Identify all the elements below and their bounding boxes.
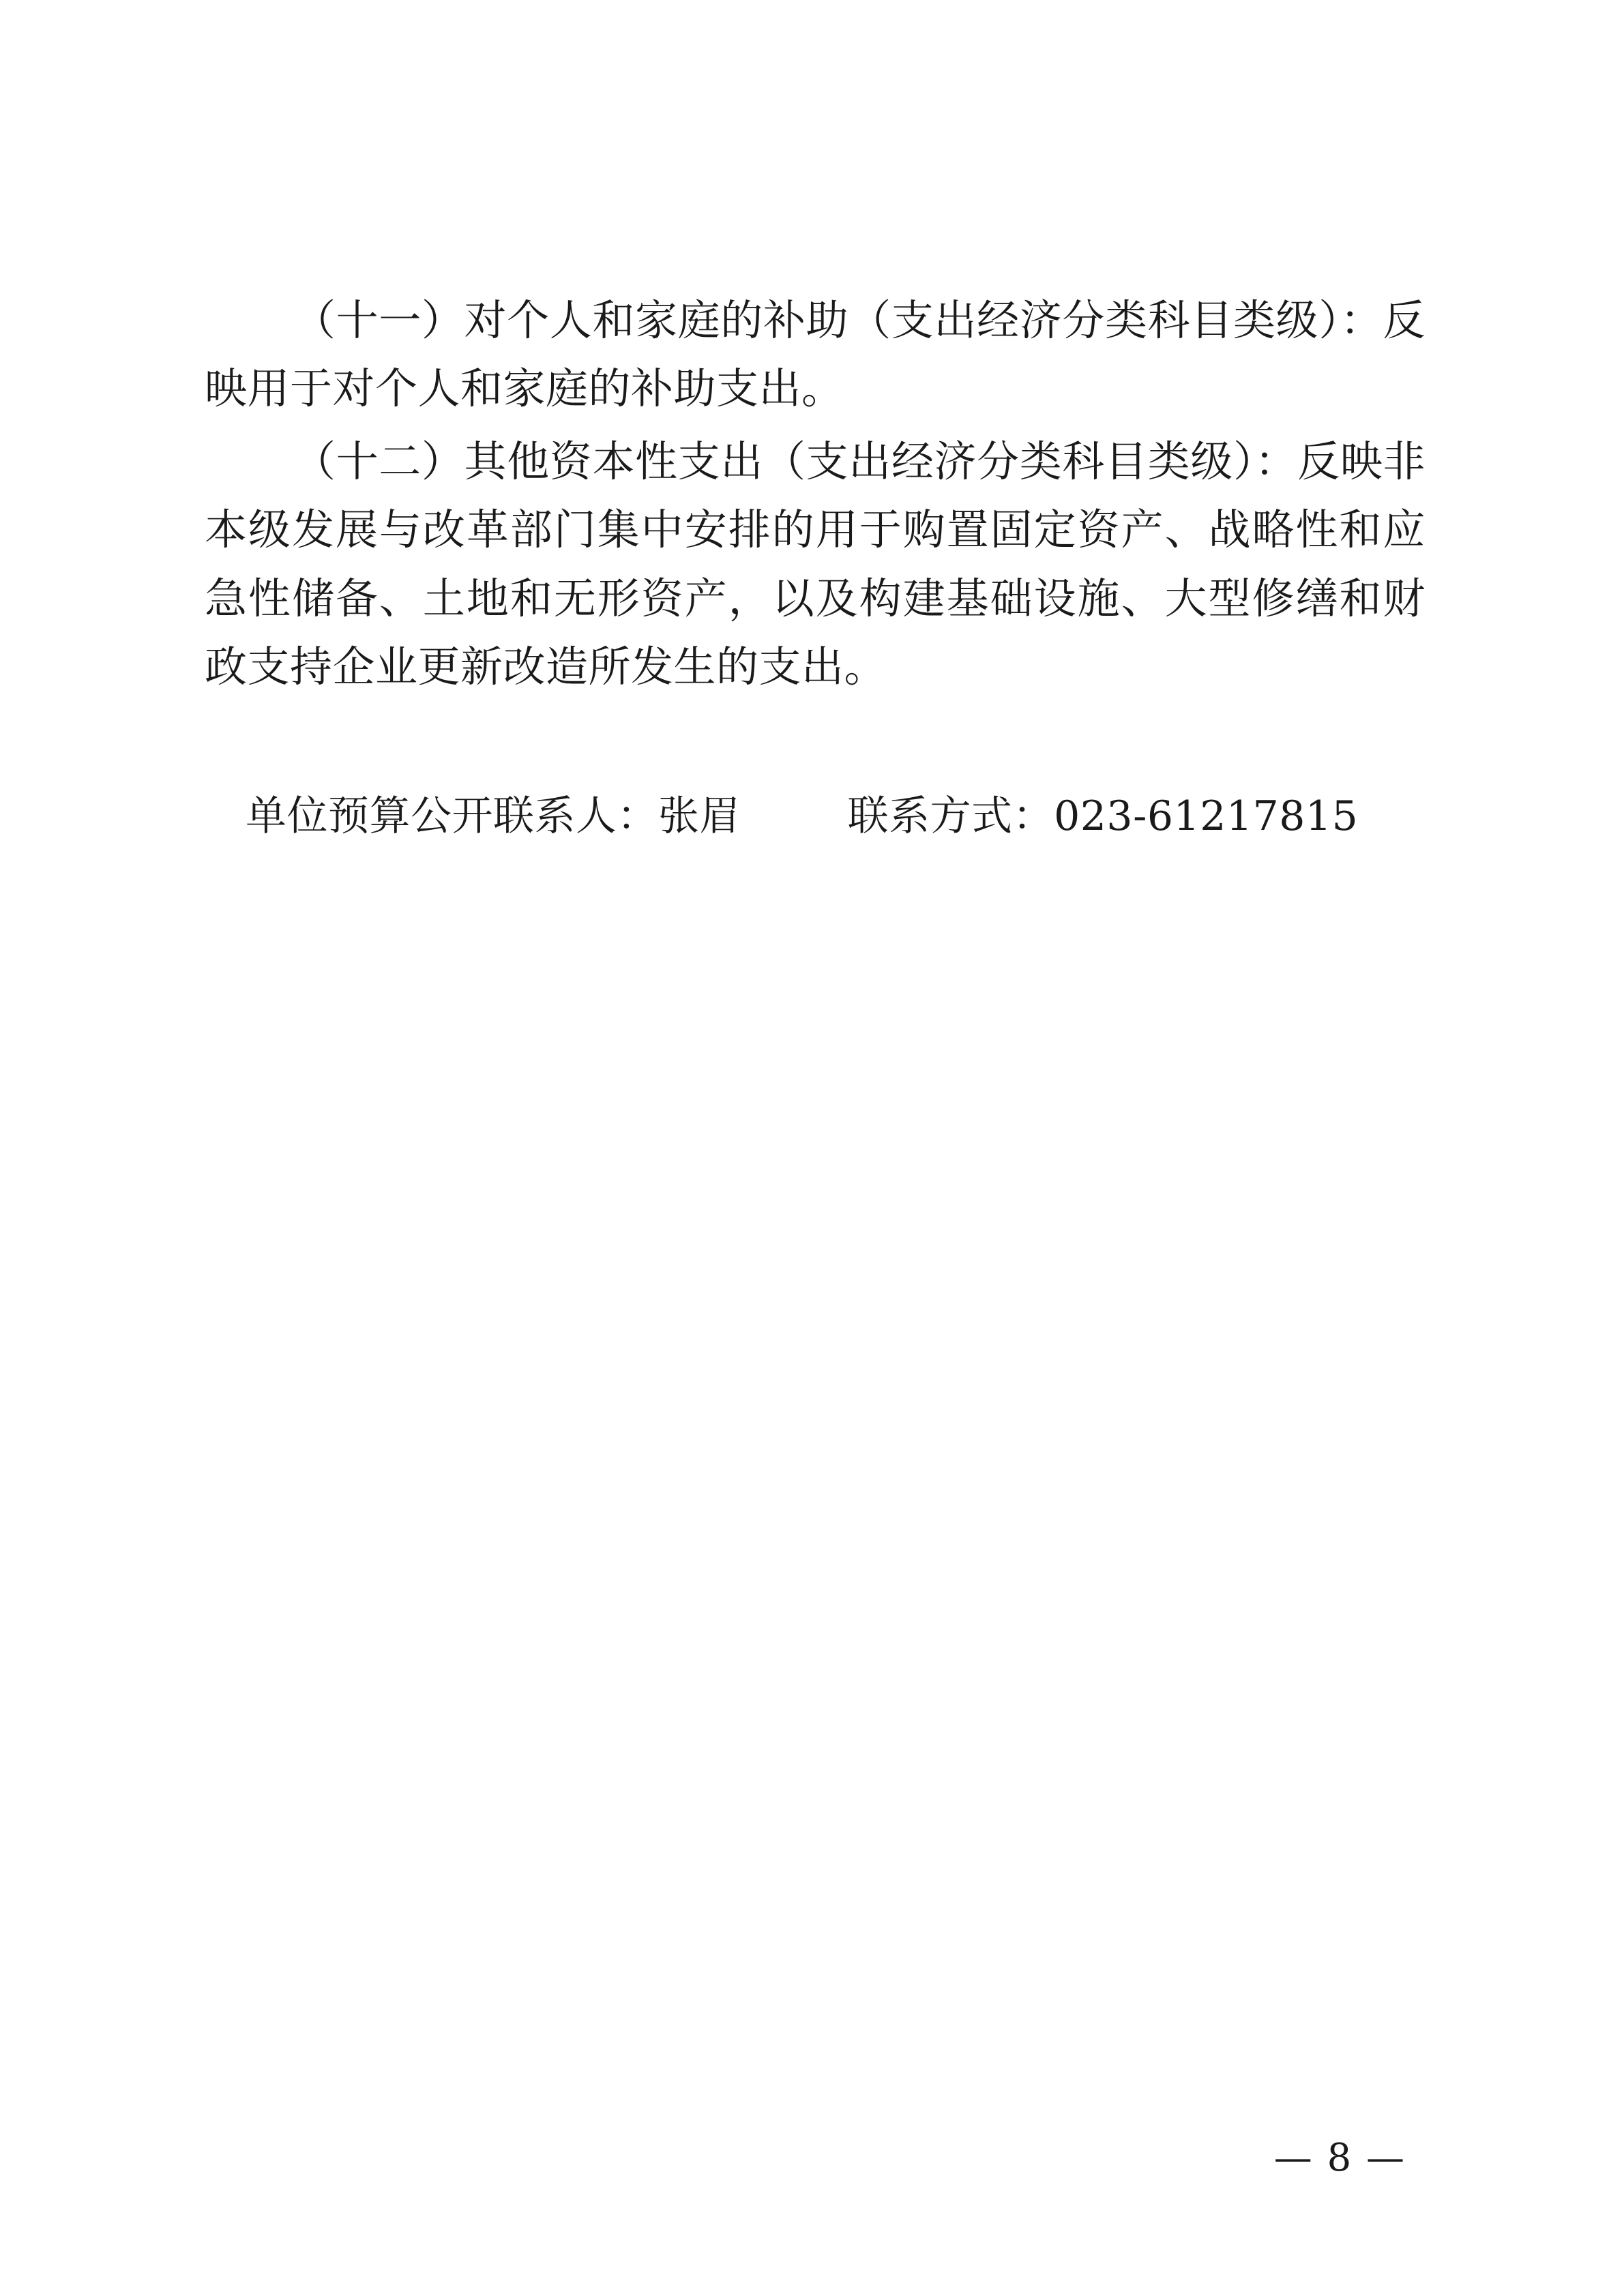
paragraph-item-eleven: （十一）对个人和家庭的补助（支出经济分类科目类级）：反映用于对个人和家庭的补助支出。	[205, 295, 1426, 414]
document-body	[205, 286, 1426, 849]
paragraph-item-twelve: （十二）其他资本性支出（支出经济分类科目类级）：反映非本级发展与改革部门集中安排的用于购置固定资产、战略性和应急性储备、土地和无形资产，以及构建基础设施、大型修缮和财政支持企业更新改造所发生的支出。	[205, 436, 1426, 692]
contact-line: 单位预算公开联系人：张眉 联系方式：023-61217815	[246, 792, 1359, 840]
page-number: — 8 —	[1273, 2136, 1406, 2180]
